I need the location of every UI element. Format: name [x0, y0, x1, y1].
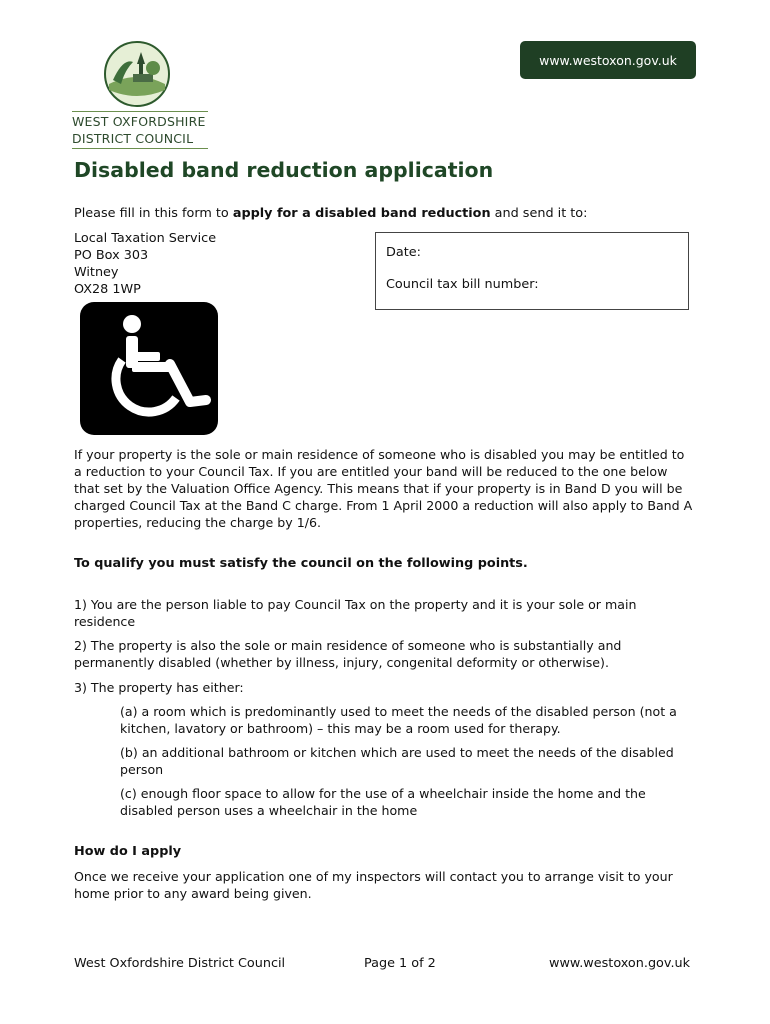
- footer-page-number: Page 1 of 2: [364, 956, 436, 971]
- sub-point-a: (a) a room which is predominantly used to meet the needs of the disabled person (not a kitchen, lavatory or bathroom) – this may be a room used for therapy.: [120, 704, 677, 736]
- address-line: Witney: [74, 265, 119, 280]
- council-logo: [72, 40, 212, 152]
- logo-rule-top: [72, 111, 208, 112]
- footer-website[interactable]: www.westoxon.gov.uk: [549, 956, 691, 971]
- sub-point-c: (c) enough floor space to allow for the use of a wheelchair inside the home and the disabled person uses a wheelchair in the home: [120, 786, 646, 818]
- postal-address: [74, 230, 216, 298]
- eligibility-paragraph: If your property is the sole or main residence of someone who is disabled you may be entitled to a reduction to your Council Tax. If you are entitled your band will be reduced to the one below that set by the Valuation Office Agency. This means that if your property is in Band D you will be charged Council Tax at the Band C charge. From 1 April 2000 a reduction will also apply to Band A properties, reducing the charge by 1/6.: [74, 447, 693, 530]
- logo-name-line2: DISTRICT COUNCIL: [72, 131, 194, 146]
- logo-rule-bottom: [72, 148, 208, 149]
- website-badge[interactable]: www.westoxon.gov.uk: [520, 41, 696, 79]
- address-line: Local Taxation Service: [74, 231, 217, 246]
- intro-before: Please fill in this form to: [74, 206, 233, 221]
- wheelchair-icon: [80, 302, 218, 435]
- wheelchair-symbol: [80, 302, 218, 435]
- qualify-heading: To qualify you must satisfy the council on the following points.: [74, 556, 528, 571]
- how-to-apply-text: Once we receive your application one of my inspectors will contact you to arrange visit to your home prior to any award being given.: [74, 869, 673, 901]
- date-and-bill-box[interactable]: [375, 232, 689, 310]
- intro-bold: apply for a disabled band reduction: [232, 206, 491, 221]
- page-title: Disabled band reduction application: [74, 158, 494, 182]
- intro-text: [74, 206, 587, 221]
- how-to-apply-heading: How do I apply: [74, 844, 182, 859]
- council-logo-icon: [103, 40, 171, 108]
- footer-council-name: West Oxfordshire District Council: [74, 956, 286, 971]
- sub-point-b: (b) an additional bathroom or kitchen which are used to meet the needs of the disabled person: [120, 745, 674, 777]
- bill-number-label: Council tax bill number:: [386, 277, 539, 292]
- address-line: OX28 1WP: [74, 282, 141, 297]
- address-line: PO Box 303: [74, 248, 149, 263]
- qualify-point-2: 2) The property is also the sole or main residence of someone who is substantially and permanently disabled (whether by illness, injury, congenital deformity or otherwise).: [74, 638, 622, 670]
- intro-after: and send it to:: [490, 206, 588, 221]
- date-label: Date:: [386, 245, 421, 260]
- logo-name-line1: WEST OXFORDSHIRE: [72, 114, 206, 129]
- qualify-point-3: 3) The property has either:: [74, 680, 244, 695]
- qualify-point-1: 1) You are the person liable to pay Council Tax on the property and it is your sole or main residence: [74, 597, 637, 629]
